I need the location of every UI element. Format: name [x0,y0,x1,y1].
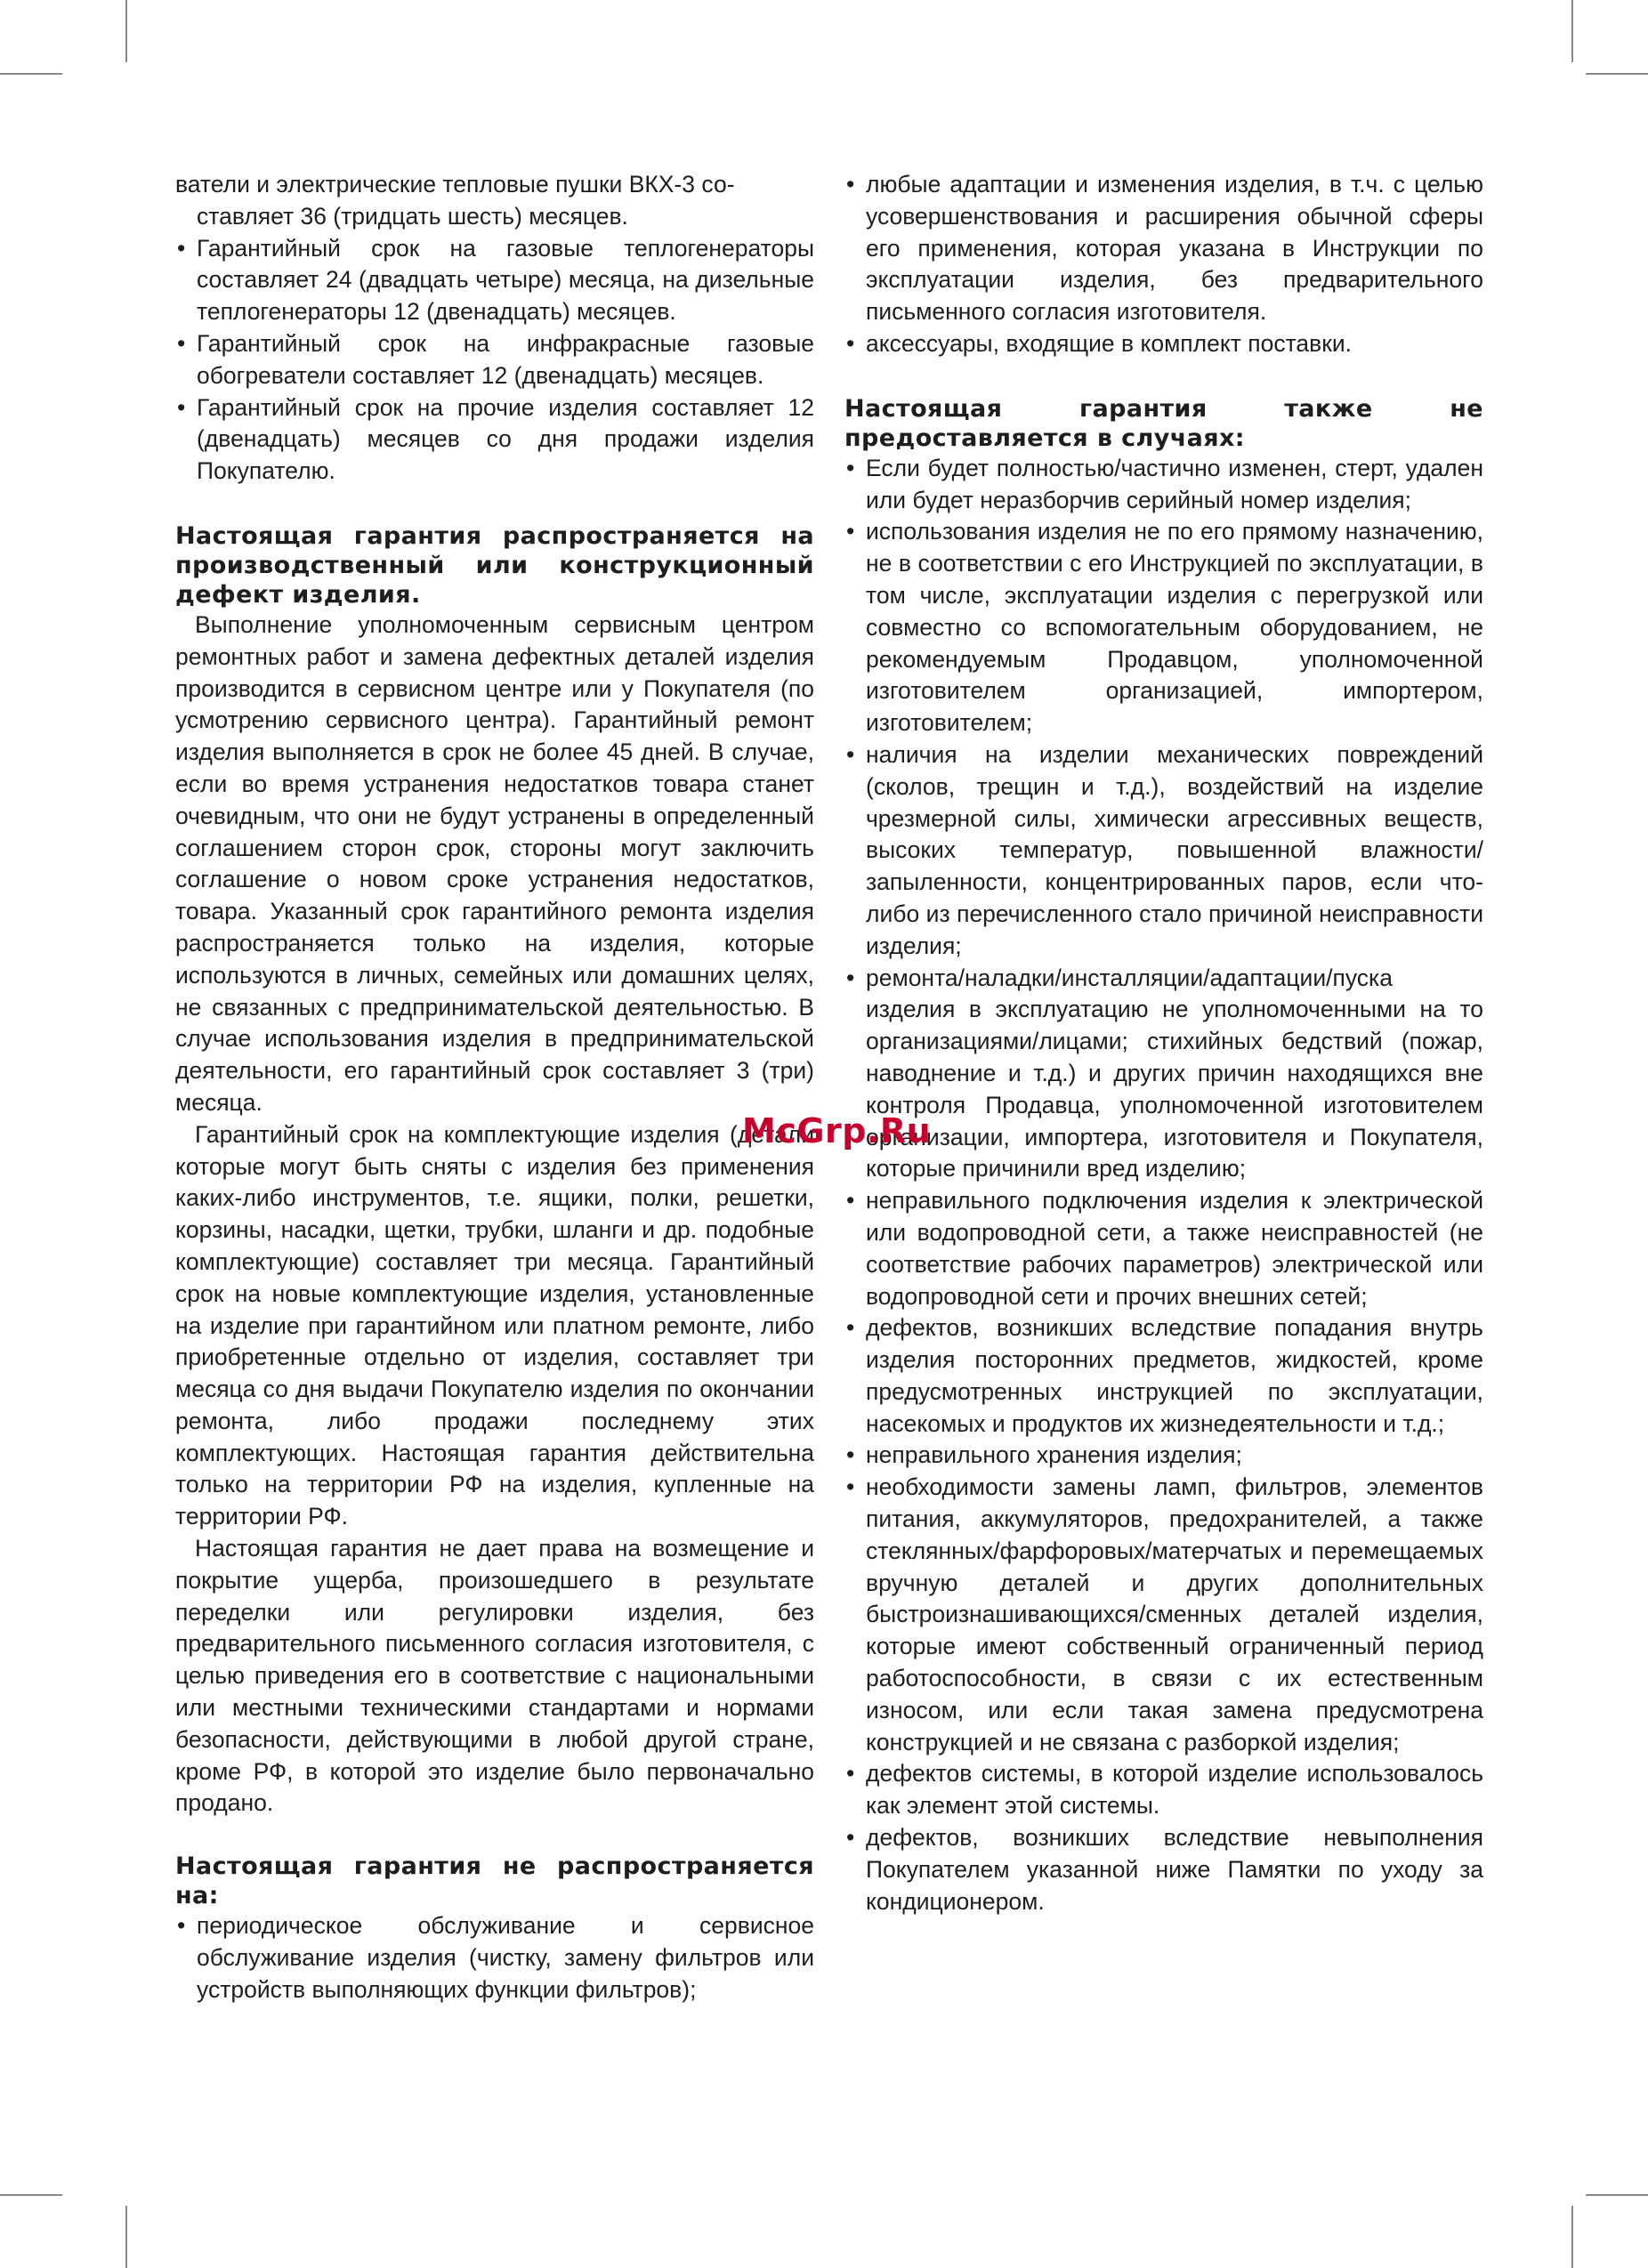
watermark-text: McGrp.Ru [742,1111,932,1150]
list-item: • дефектов, возникших вследствие невыполнения Покупателем указанной ниже Памятки по уходу за кондиционером. [844,1822,1483,1917]
exclusions-list-continued [844,169,1483,360]
lead-line: ставляет 36 (тридцать шесть) месяцев. [197,202,628,230]
list-item: • периодическое обслуживание и сервисное обслуживание изделия (чистку, замену фильтров или устройств выполняющих функции фильтров); [175,1910,814,2006]
crop-mark [1586,2194,1648,2196]
paragraph: Настоящая гарантия не дает права на возмещение и покрытие ущерба, произошедшего в результате переделки или регулировки изделия, без предварительного письменного согласия изготовителя, с целью приведения его в соответствие с национальными или местными техническими стандартами и нормами безопасности, действующими в любой другой стране, кроме РФ, в которой это изделие было первоначально продано. [175,1535,814,1817]
crop-mark [1571,2206,1573,2268]
paragraph: Гарантийный срок на комплектующие изделия (детали которые могут быть сняты с изделия без применения каких-либо инструментов, т.е. ящики, полки, решетки, корзины, насадки, щетки, трубки, шланги и др. подобные комплектующие) составляет три месяца. Гарантийный срок на новые комплектующие изделия, установленные на изделие при гарантийном или платном ремонте, либо приобретенные отдельно от изделия, составляет три месяца со дня выдачи Покупателю изделия по окончании ремонта, либо продажи последнему этих комплектующих. Настоящая гарантия действительна только на территории РФ на изделия, купленные на территории РФ. [175,1120,814,1530]
left-column [175,169,814,2006]
list-item: • ремонта/наладки/инсталляции/адаптации/пуска изделия в эксплуатацию не уполномоченными на то организациями/лицами; стихийных бедствий (пожар, наводнение и т.д.) и других причин находящихся вне контроля Продавца, уполномоченной изготовителем организации, импортера, изготовителя и Покупателя, которые причинили вред изделию; [844,963,1483,1186]
crop-mark [1586,73,1648,75]
section-heading: Настоящая гарантия не распространяется на: [175,1852,814,1910]
crop-mark [0,2194,62,2196]
list-item: • необходимости замены ламп, фильтров, элементов питания, аккумуляторов, предохранителей, а также стеклянных/фарфоровых/матерчатых и перемещаемых вручную деталей и других дополнительных быстроизнашивающихся/сменных деталей изделия, которые имеют собственный ограниченный период работоспособности, в связи с их естественным износом, или если такая замена предусмотрена конструкцией и не связана с разборкой изделия; [844,1472,1483,1758]
warranty-terms-list [175,233,814,488]
crop-mark [1571,0,1573,62]
list-item: • Гарантийный срок на прочие изделия составляет 12 (двенадцать) месяцев со дня продажи изделия Покупателю. [175,392,814,488]
list-item: • неправильного подключения изделия к электрической или водопроводной сети, а также неисправностей (не соответствие рабочих параметров) электрической или водопроводной сети и прочих внешних сетей; [844,1185,1483,1312]
cases-list [844,453,1483,1918]
list-item: • аксессуары, входящие в комплект поставки. [844,328,1483,360]
list-item: • Гарантийный срок на инфракрасные газовые обогреватели составляет 12 (двенадцать) месяцев. [175,328,814,392]
crop-mark [125,2206,127,2268]
crop-mark [0,73,62,75]
list-item: • неправильного хранения изделия; [844,1440,1483,1472]
paragraph: Выполнение уполномоченным сервисным центром ремонтных работ и замена дефектных деталей изделия производится в сервисном центре или у Покупателя (по усмотрению сервисного центра). Гарантийный ремонт изделия выполняется в срок не более 45 дней. В случае, если во время устранения недостатков товара станет очевидным, что они не будут устранены в определенный соглашением сторон срок, стороны могут заключить соглашение о новом сроке устранения недостатков, товара. Указанный срок гарантийного ремонта изделия распространяется только на изделия, которые используются в личных, семейных или домашних целях, не связанных с предпринимательской деятельностью. В случае использования изделия в предпринимательской деятельности, его гарантийный срок составляет 3 (три) месяца. [175,610,814,1116]
lead-line: ватели и электрические тепловые пушки ВКХ-3 со- [175,171,735,198]
crop-mark [125,0,127,62]
list-item: • дефектов, возникших вследствие попадания внутрь изделия посторонних предметов, жидкостей, кроме предусмотренных инструкцией по эксплуатации, насекомых и продуктов их жизнедеятельности и т.д.; [844,1312,1483,1440]
list-item: • использования изделия не по его прямому назначению, не в соответствии с его Инструкцией по эксплуатации, в том числе, эксплуатации изделия с перегрузкой или совместно со вспомогательным оборудованием, не рекомендуемым Продавцом, уполномоченной изготовителем организацией, импортером, изготовителем; [844,516,1483,739]
right-column [844,169,1483,1917]
exclusions-list [175,1910,814,2006]
list-item: • дефектов системы, в которой изделие использовалось как элемент этой системы. [844,1758,1483,1822]
list-item: • наличия на изделии механических повреждений (сколов, трещин и т.д.), воздействий на изделие чрезмерной силы, химически агрессивных веществ, высоких температур, повышенной влажности/запыленности, концентрированных паров, если что-либо из перечисленного стало причиной неисправности изделия; [844,739,1483,963]
section-heading: Настоящая гарантия распространяется на производственный или конструкционный дефект изделия. [175,521,814,609]
section-heading: Настоящая гарантия также не предоставляется в случаях: [844,394,1483,452]
list-item: • Гарантийный срок на газовые теплогенераторы составляет 24 (двадцать четыре) месяца, на дизельные теплогенераторы 12 (двенадцать) месяцев. [175,233,814,328]
list-item: • Если будет полностью/частично изменен, стерт, удален или будет неразборчив серийный номер изделия; [844,453,1483,517]
list-item: • любые адаптации и изменения изделия, в т.ч. с целью усовершенствования и расширения обычной сферы его применения, которая указана в Инструкции по эксплуатации изделия, без предварительного письменного согласия изготовителя. [844,169,1483,328]
